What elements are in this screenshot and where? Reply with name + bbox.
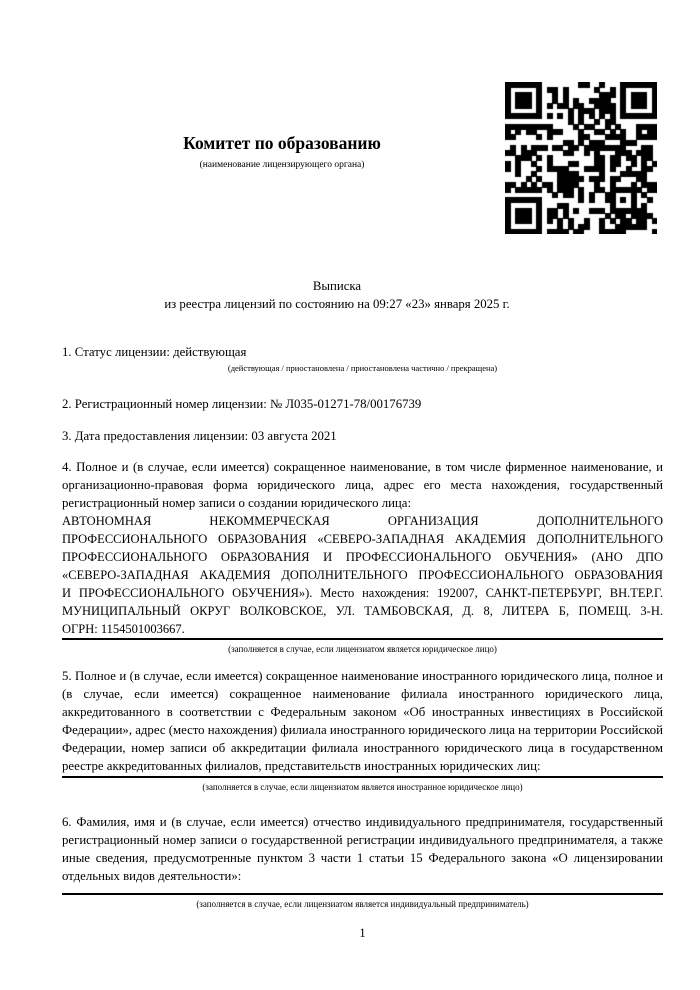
divider-legal-entity — [62, 638, 663, 640]
field-grant-date: 3. Дата предоставления лицензии: 03 августа 2021 — [62, 429, 337, 443]
field-registration-number: 2. Регистрационный номер лицензии: № Л035-01271-78/00176739 — [62, 397, 422, 411]
page-number: 1 — [359, 926, 366, 940]
legal-entity-value-line: И ПРОФЕССИОНАЛЬНОГО ОБУЧЕНИЯ»). Место нахождения: 192007, САНКТ-ПЕТЕРБУРГ, ВН.ТЕР.Г. — [62, 586, 663, 600]
field-legal-entity-text: 4. Полное и (в случае, если имеется) сокращенное наименование, в том числе фирменное наименование, и организационно-правовая форма юридического лица, адрес его места нахождения, государственный регистрационный номер записи о создании юридического лица: — [62, 460, 663, 510]
document-title-line1: Выписка — [312, 279, 362, 293]
issuer-block — [62, 0, 502, 171]
field-legal-entity-value — [62, 512, 663, 638]
divider-individual-entrepreneur — [62, 893, 663, 895]
divider-foreign-entity — [62, 776, 663, 778]
legal-entity-value-line: МУНИЦИПАЛЬНЫЙ ОКРУГ ВОЛКОВСКОЕ, УЛ. ТАМБОВСКАЯ, Д. 8, ЛИТЕРА Б, ПОМЕЩ. 3-Н. — [62, 604, 663, 618]
document-title — [62, 277, 612, 313]
legal-entity-value-line: ОГРН: 1154501003667. — [62, 622, 185, 636]
field-license-status-caption: (действующая / приостановлена / приостановлена частично / прекращена) — [227, 363, 498, 373]
legal-entity-value-line: ПРОФЕССИОНАЛЬНОГО ОБРАЗОВАНИЯ И ПРОФЕССИОНАЛЬНОГО ОБУЧЕНИЯ» (АНО ДПО — [62, 550, 663, 564]
issuer-name: Комитет по образованию — [183, 133, 381, 153]
legal-entity-value-line: ПРОФЕССИОНАЛЬНОГО ОБРАЗОВАНИЯ «СЕВЕРО-ЗАПАДНАЯ АКАДЕМИЯ ДОПОЛНИТЕЛЬНОГО — [62, 532, 663, 546]
legal-entity-value-line: «СЕВЕРО-ЗАПАДНАЯ АКАДЕМИЯ ДОПОЛНИТЕЛЬНОГО ПРОФЕССИОНАЛЬНОГО ОБРАЗОВАНИЯ — [62, 568, 663, 582]
legal-entity-value-line: АВТОНОМНАЯ НЕКОММЕРЧЕСКАЯ ОРГАНИЗАЦИЯ ДОПОЛНИТЕЛЬНОГО — [62, 514, 663, 528]
field-individual-entrepreneur-text: 6. Фамилия, имя и (в случае, если имеется) отчество индивидуального предпринимателя, государственный регистрационный номер записи о государственной регистрации индивидуального предпринимателя, а также иные сведения, предусмотренные пунктом 3 части 1 статьи 15 Федерального закона «О лицензировании отдельных видов деятельности»: — [62, 815, 663, 883]
issuer-caption: (наименование лицензирующего органа) — [199, 160, 365, 170]
qr-code-image — [505, 82, 657, 234]
qr-code — [505, 82, 657, 234]
document-title-line2: из реестра лицензий по состоянию на 09:27 «23» января 2025 г. — [164, 297, 510, 311]
field-license-status: 1. Статус лицензии: действующая — [62, 345, 247, 359]
field-foreign-entity-text: 5. Полное и (в случае, если имеется) сокращенное наименование иностранного юридического лица, полное и (в случае, если имеется) сокращенное наименование филиала иностранного юридического лица, аккредитованного в соответствии с Федеральным законом «Об иностранных инвестициях в Российской Федерации», адрес (место нахождения) филиала иностранного юридического лица на территории Российской Федерации, номер записи об аккредитации филиала иностранного юридического лица в государственном реестре аккредитованных филиалов, представительств иностранных юридических лиц: — [62, 669, 663, 773]
field-individual-entrepreneur-caption: (заполняется в случае, если лицензиатом является индивидуальный предприниматель) — [196, 899, 529, 909]
field-legal-entity-caption: (заполняется в случае, если лицензиатом является юридическое лицо) — [228, 644, 497, 654]
field-foreign-entity-caption: (заполняется в случае, если лицензиатом является иностранное юридическое лицо) — [202, 782, 523, 792]
